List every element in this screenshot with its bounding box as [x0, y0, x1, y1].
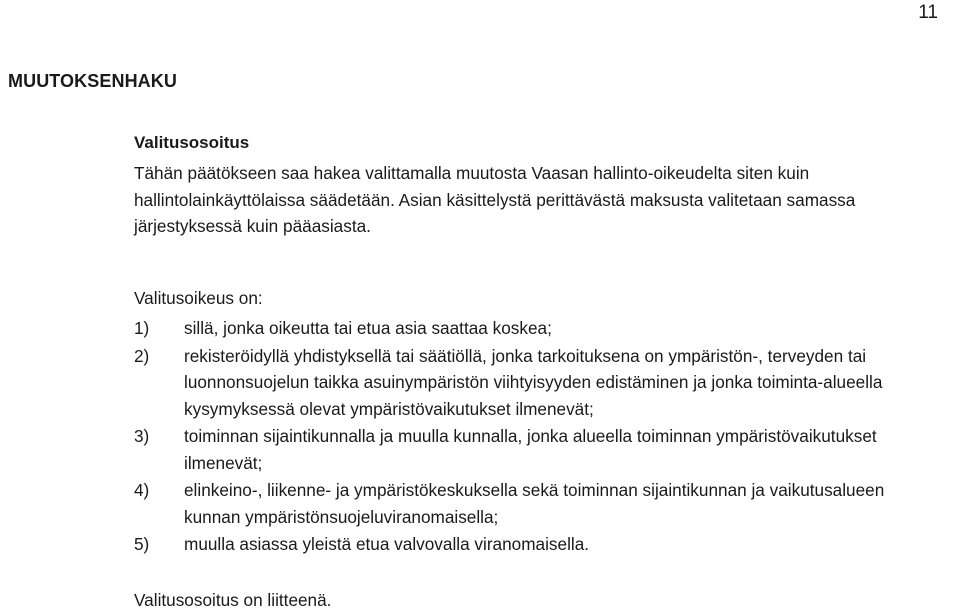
list-item: [134, 343, 944, 423]
list-item: [134, 531, 944, 558]
list-item: [134, 423, 944, 476]
list-item-number: 4): [134, 480, 150, 500]
list-item-text: toiminnan sijaintikunnalla ja muulla kunnalla, jonka alueella toiminnan ympäristövaikutukset ilmenevät;: [184, 426, 877, 473]
footer-note: Valitusosoitus on liitteenä.: [134, 590, 332, 610]
list-item-text: muulla asiassa yleistä etua valvovalla viranomaisella.: [184, 534, 590, 554]
page-number: 11: [918, 2, 938, 23]
list-item-text: elinkeino-, liikenne- ja ympäristökeskuksella sekä toiminnan sijaintikunnan ja vaikutusalueen kunnan ympäristönsuojeluviranomaisella;: [184, 480, 885, 527]
list-item-number: 1): [134, 318, 150, 338]
section-heading: MUUTOKSENHAKU: [8, 71, 177, 91]
list-item: [134, 315, 944, 342]
list-item-number: 2): [134, 345, 150, 366]
appeal-right-intro: Valitusoikeus on:: [134, 288, 263, 308]
subsection-title: Valitusosoitus: [134, 133, 250, 152]
list-item-number: 3): [134, 426, 150, 446]
appeal-rights-list: [134, 315, 944, 559]
list-item-text: rekisteröidyllä yhdistyksellä tai säätiöllä, jonka tarkoituksena on ympäristön-, terveyden tai luonnonsuojelun taikka asuinympäristön viihtyisyyden edistäminen ja jonka toiminta-alueella kysymyksessä olevat ympäristövaikutukset ilmenevät;: [184, 345, 883, 419]
list-item-number: 5): [134, 534, 150, 554]
intro-paragraph: Tähän päätökseen saa hakea valittamalla muutosta Vaasan hallinto-oikeudelta siten kuin hallintolainkäyttölaissa säädetään. Asian käsittelystä perittävästä maksusta valitetaan samassa järjestyksessä kuin pääasiasta.: [134, 163, 856, 236]
list-item-text: sillä, jonka oikeutta tai etua asia saattaa koskea;: [184, 318, 552, 338]
list-item: [134, 477, 944, 530]
